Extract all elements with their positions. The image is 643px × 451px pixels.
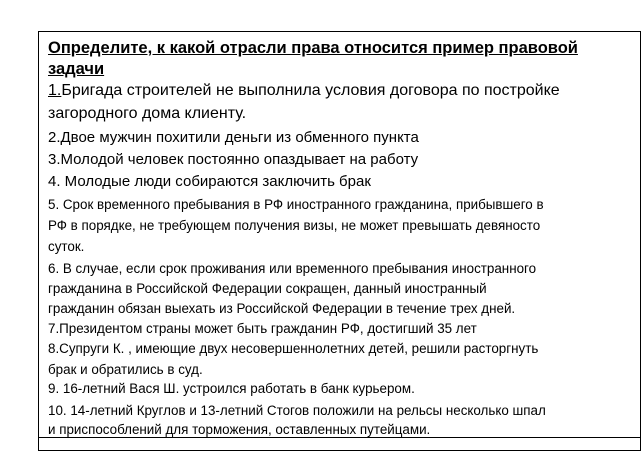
item-6-line-2: гражданина в Российской Федерации сокращен, данный иностранный — [48, 281, 487, 296]
item-5-line-3: суток. — [48, 239, 85, 254]
item-5-line-1: 5. Срок временного пребывания в РФ иностранного гражданина, прибывшего в — [48, 197, 544, 212]
item-2: 2.Двое мужчин похитили деньги из обменного пункта — [48, 129, 419, 146]
item-1-line-1 — [48, 83, 560, 99]
item-9: 9. 16-летний Вася Ш. устроился работать в банк курьером. — [48, 381, 415, 396]
item-7: 7.Президентом страны может быть гражданин РФ, достигший 35 лет — [48, 321, 477, 336]
item-3: 3.Молодой человек постоянно опаздывает на работу — [48, 151, 419, 168]
item-1-line-2: загородного дома клиенту. — [48, 105, 247, 122]
item-1-number: 1. — [48, 82, 62, 99]
item-8-line-1: 8.Супруги К. , имеющие двух несовершеннолетних детей, решили расторгнуть — [48, 341, 539, 356]
item-4: 4. Молодые люди собираются заключить брак — [48, 173, 371, 190]
item-10-line-1: 10. 14-летний Круглов и 13-летний Стогов положили на рельсы несколько шпал — [48, 403, 546, 418]
task-title-line-1: Определите, к какой отрасли права относится пример правовой — [48, 39, 578, 57]
item-5-line-2: РФ в порядке, не требующем получения визы, не может превышать девяносто — [48, 218, 541, 233]
item-6-line-1: 6. В случае, если срок проживания или временного пребывания иностранного — [48, 261, 537, 276]
item-6-line-3: гражданин обязан выехать из Российской Федерации в течение трех дней. — [48, 301, 516, 316]
row-divider — [39, 437, 640, 438]
item-8-line-2: брак и обратились в суд. — [48, 362, 203, 377]
item-1-text: Бригада строителей не выполнила условия договора по постройке — [61, 82, 560, 99]
task-title-line-2: задачи — [48, 60, 105, 78]
task-box — [38, 31, 641, 451]
item-10-line-2: и приспособлений для торможения, оставленных путейцами. — [48, 422, 431, 437]
